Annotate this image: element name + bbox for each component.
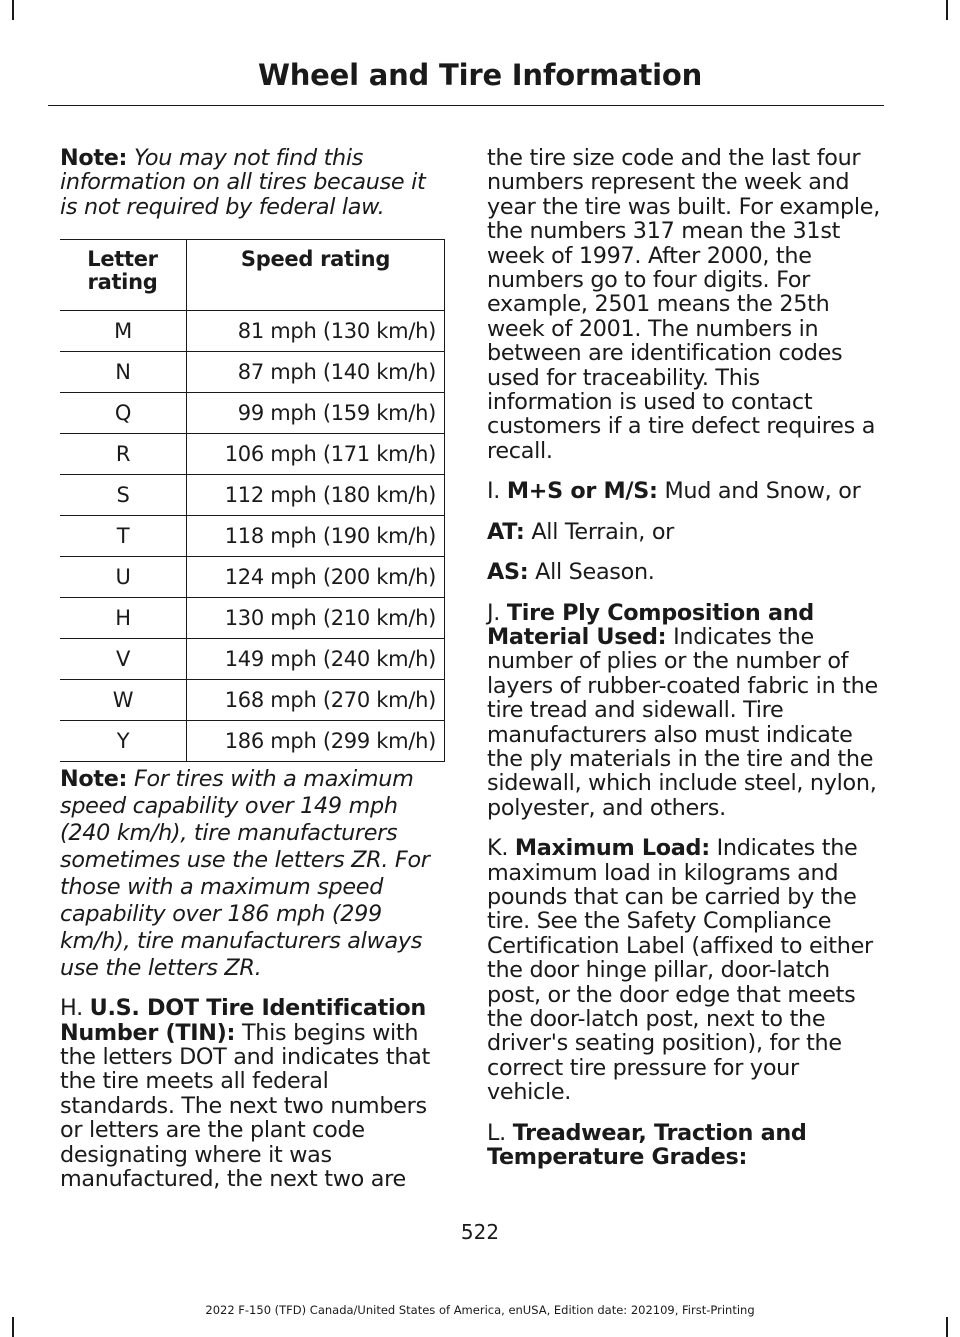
table-row bbox=[60, 516, 445, 557]
section-heading: Treadwear, Traction and Temperature Grades: bbox=[487, 1119, 807, 1171]
section-h-tin bbox=[60, 996, 448, 1191]
section-text: All Terrain, or bbox=[531, 518, 675, 545]
table-header-row bbox=[60, 240, 445, 311]
note-tire-info bbox=[60, 146, 448, 219]
section-letter: L. bbox=[487, 1119, 506, 1146]
letter-cell: U bbox=[60, 557, 187, 598]
section-text: This begins with the letters DOT and indicates that the tire meets all federal standards. The next two numbers or letters are the plant code designating where it was manufactured, the next two are bbox=[60, 1019, 430, 1193]
speed-cell: 112 mph (180 km/h) bbox=[187, 475, 445, 516]
crop-mark-bottom-right bbox=[946, 1317, 948, 1337]
note-text: For tires with a maximum speed capability over 149 mph (240 km/h), tire manufacturers sometimes use the letters ZR. For those with a maximum speed capability over 186 mph (299 km/h), tire manufacturers always use the letters ZR. bbox=[60, 766, 430, 982]
section-letter: J. bbox=[487, 599, 501, 626]
table-row bbox=[60, 639, 445, 680]
section-heading: U.S. DOT Tire Identification Number (TIN): bbox=[60, 995, 426, 1046]
speed-cell: 118 mph (190 km/h) bbox=[187, 516, 445, 557]
column-header-speed-rating: Speed rating bbox=[187, 240, 445, 311]
speed-cell: 149 mph (240 km/h) bbox=[187, 639, 445, 680]
section-text: Indicates the maximum load in kilograms and pounds that can be carried by the tire. See the Safety Compliance Certification Label (affixed to either the door hinge pillar, door-latch post, or the door edge that meets the door-latch post, next to the driver's seating position), for the correct tire pressure for your vehicle. bbox=[487, 835, 873, 1106]
section-letter: I. bbox=[487, 478, 501, 505]
table-row bbox=[60, 721, 445, 762]
section-text: Indicates the number of plies or the number of layers of rubber-coated fabric in the tire tread and sidewall. Tire manufacturers also must indicate the ply materials in the tire and the sidewall, which include steel, nylon, polyester, and others. bbox=[487, 623, 878, 821]
table-row bbox=[60, 680, 445, 721]
note-zr-rating bbox=[60, 766, 448, 982]
section-letter: H. bbox=[60, 995, 83, 1022]
note-label: Note: bbox=[60, 145, 128, 171]
table-row bbox=[60, 475, 445, 516]
section-letter: K. bbox=[487, 835, 509, 862]
speed-cell: 87 mph (140 km/h) bbox=[187, 352, 445, 393]
table-row bbox=[60, 557, 445, 598]
letter-cell: Y bbox=[60, 721, 187, 762]
speed-rating-table bbox=[60, 239, 445, 762]
column-header-letter-rating: Letter rating bbox=[60, 240, 187, 311]
letter-cell: Q bbox=[60, 393, 187, 434]
speed-cell: 81 mph (130 km/h) bbox=[187, 311, 445, 352]
letter-cell: H bbox=[60, 598, 187, 639]
note-text: You may not find this information on all tires because it is not required by federal law. bbox=[60, 145, 426, 220]
letter-cell: W bbox=[60, 680, 187, 721]
page-number: 522 bbox=[460, 1220, 500, 1244]
section-text: Mud and Snow, or bbox=[664, 478, 861, 505]
section-heading: M+S or M/S: bbox=[506, 478, 658, 505]
section-heading: Maximum Load: bbox=[514, 835, 710, 862]
speed-cell: 124 mph (200 km/h) bbox=[187, 557, 445, 598]
speed-cell: 106 mph (171 km/h) bbox=[187, 434, 445, 475]
letter-cell: M bbox=[60, 311, 187, 352]
letter-cell: N bbox=[60, 352, 187, 393]
section-heading: Tire Ply Composition and Material Used: bbox=[487, 599, 814, 650]
page-title: Wheel and Tire Information bbox=[257, 58, 703, 92]
letter-cell: T bbox=[60, 516, 187, 557]
speed-cell: 99 mph (159 km/h) bbox=[187, 393, 445, 434]
right-column bbox=[487, 146, 882, 1185]
crop-mark-bottom-left bbox=[12, 1317, 14, 1337]
section-i-mud-snow bbox=[487, 479, 882, 503]
all-season-line bbox=[487, 560, 882, 584]
section-heading: AS: bbox=[487, 559, 529, 586]
section-l-grades bbox=[487, 1121, 882, 1170]
crop-mark-top-right bbox=[946, 0, 948, 20]
section-heading: AT: bbox=[487, 518, 525, 545]
letter-cell: S bbox=[60, 475, 187, 516]
section-k-max-load bbox=[487, 836, 882, 1104]
table-row bbox=[60, 311, 445, 352]
table-row bbox=[60, 598, 445, 639]
left-column bbox=[60, 146, 448, 1207]
header-divider bbox=[48, 105, 884, 106]
note-label: Note: bbox=[60, 766, 128, 793]
section-j-ply bbox=[487, 601, 882, 821]
tin-continued: the tire size code and the last four numbers represent the week and year the tire was built. For example, the numbers 317 mean the 31st week of 1997. After 2000, the numbers go to four digits. For example, 2501 means the 25th week of 2001. The numbers in between are identification codes used for traceability. This information is used to contact customers if a tire defect requires a recall. bbox=[487, 145, 881, 464]
speed-cell: 168 mph (270 km/h) bbox=[187, 680, 445, 721]
section-text: All Season. bbox=[535, 559, 655, 586]
table-row bbox=[60, 434, 445, 475]
footer-edition: 2022 F-150 (TFD) Canada/United States of America, enUSA, Edition date: 202109, First-Printing bbox=[205, 1303, 755, 1317]
crop-mark-top-left bbox=[12, 0, 14, 20]
letter-cell: R bbox=[60, 434, 187, 475]
all-terrain-line bbox=[487, 520, 882, 544]
letter-cell: V bbox=[60, 639, 187, 680]
speed-cell: 130 mph (210 km/h) bbox=[187, 598, 445, 639]
table-row bbox=[60, 352, 445, 393]
table-row bbox=[60, 393, 445, 434]
speed-cell: 186 mph (299 km/h) bbox=[187, 721, 445, 762]
